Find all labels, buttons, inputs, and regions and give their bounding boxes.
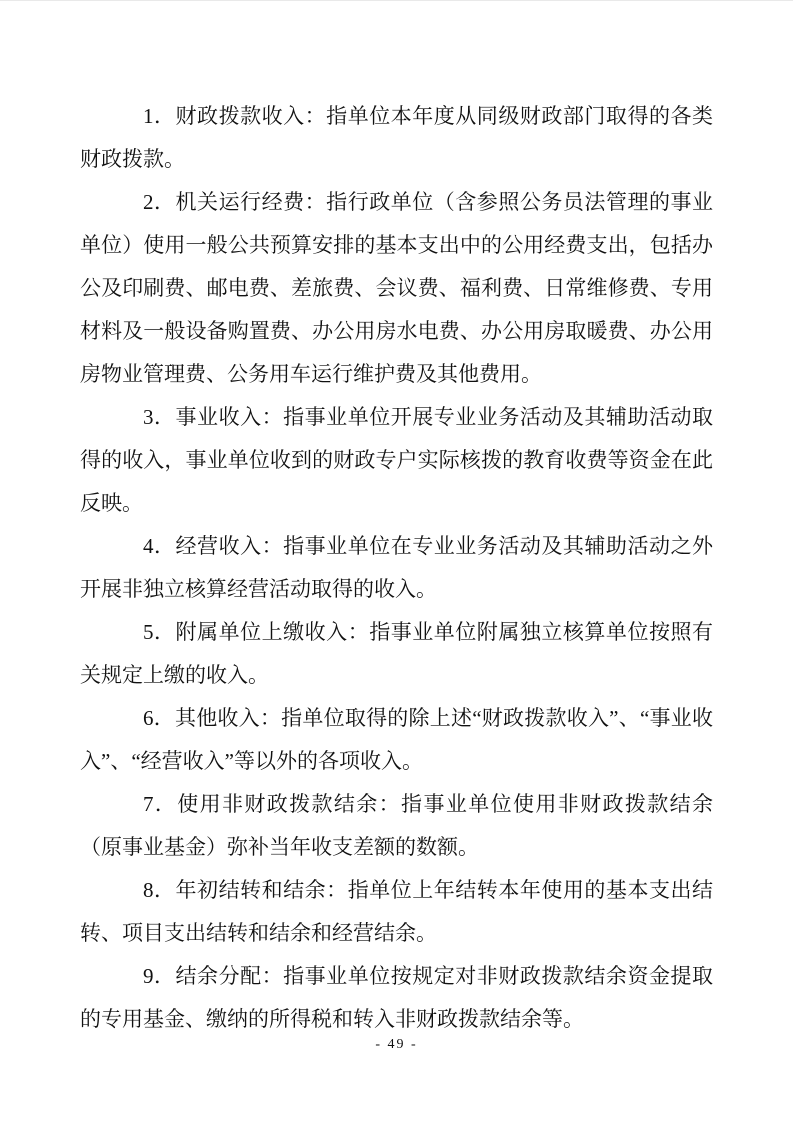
- paragraph-definition-3: 3．事业收入：指事业单位开展专业业务活动及其辅助活动取得的收入，事业单位收到的财政专户实际核拨的教育收费等资金在此反映。: [80, 405, 713, 515]
- paragraph-definition-5: 5．附属单位上缴收入：指事业单位附属独立核算单位按照有关规定上缴的收入。: [80, 620, 713, 687]
- paragraph-definition-6: 6．其他收入：指单位取得的除上述“财政拨款收入”、“事业收入”、“经营收入”等以外的各项收入。: [80, 706, 713, 773]
- page-number: - 49 -: [375, 1037, 418, 1052]
- paragraph-definition-8: 8．年初结转和结余：指单位上年结转本年使用的基本支出结转、项目支出结转和结余和经营结余。: [80, 878, 713, 945]
- paragraph-definition-7: 7．使用非财政拨款结余：指事业单位使用非财政拨款结余（原事业基金）弥补当年收支差额的数额。: [80, 792, 713, 859]
- paragraph-definition-4: 4．经营收入：指事业单位在专业业务活动及其辅助活动之外开展非独立核算经营活动取得的收入。: [80, 534, 713, 601]
- paragraph-definition-9: 9．结余分配：指事业单位按规定对非财政拨款结余资金提取的专用基金、缴纳的所得税和转入非财政拨款结余等。: [80, 964, 713, 1031]
- paragraph-definition-1: 1．财政拨款收入：指单位本年度从同级财政部门取得的各类财政拨款。: [80, 104, 713, 171]
- document-body: [80, 95, 713, 1041]
- paragraph-definition-2: 2．机关运行经费：指行政单位（含参照公务员法管理的事业单位）使用一般公共预算安排的基本支出中的公用经费支出，包括办公及印刷费、邮电费、差旅费、会议费、福利费、日常维修费、专用材料及一般设备购置费、办公用房水电费、办公用房取暖费、办公用房物业管理费、公务用车运行维护费及其他费用。: [80, 190, 713, 386]
